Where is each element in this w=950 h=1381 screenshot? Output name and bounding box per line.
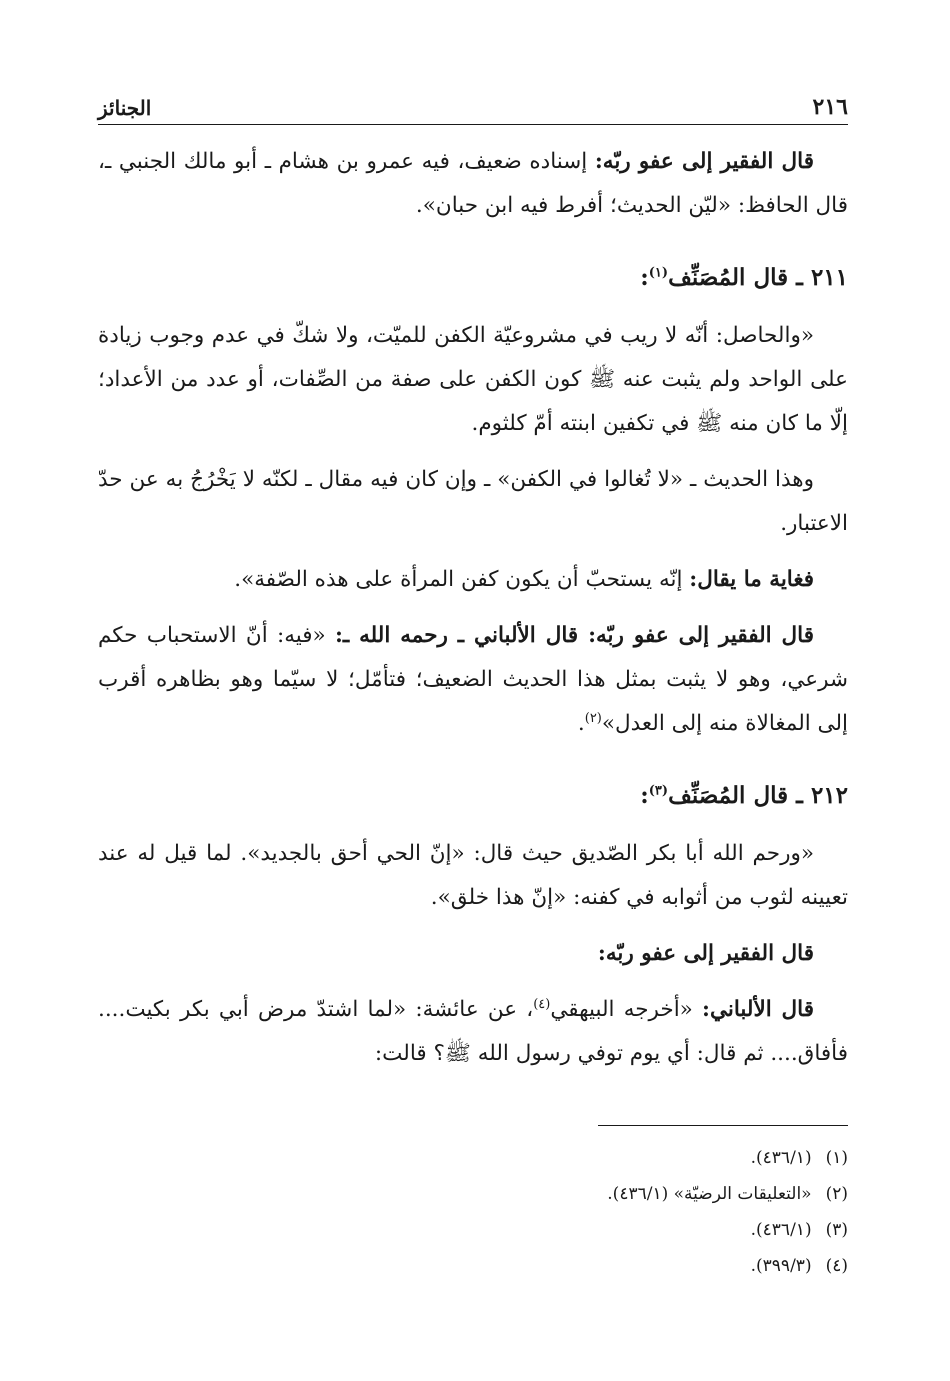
paragraph-text: ، عن عائشة: «لما اشتدّ مرض أبي بكر بكيت.... فأفاق.... ثم قال: أي يوم توفي رسول الله ﷺ؟ قالت: — [98, 997, 848, 1066]
paragraph-text: وهذا الحديث ـ «لا تُغالوا في الكفن» ـ وإن كان فيه مقال ـ لكنّه لا يَخْرُجُ به عن حدّ الاعتبار. — [98, 467, 848, 536]
footnote-item — [98, 1140, 848, 1176]
footnote-ref[interactable]: (٢) — [584, 710, 602, 726]
page-number: ٢١٦ — [812, 94, 848, 120]
footnote-text: (٣٩٩/٣). — [750, 1256, 812, 1276]
section-heading-211 — [98, 256, 848, 300]
paragraph-text: «فيه: أنّ الاستحباب حكم شرعي، وهو لا يثبت بمثل هذا الحديث الضعيف؛ فتأمّل؛ لا سيّما وهو بظاهره أقرب إلى المغالاة منه إلى العدل» — [98, 623, 848, 736]
paragraph-text: «أخرجه البيهقي — [550, 997, 703, 1022]
paragraph-text: «والحاصل: أنّه لا ريب في مشروعيّة الكفن للميّت، ولا شكّ في عدم وجوب زيادة على الواحد ولم يثبت عنه ﷺ كون الكفن على صفة من الصِّفات، أو عدد من الأعداد؛ إلّا ما كان منه ﷺ في تكفين ابنته أمّ كلثوم. — [98, 323, 848, 436]
paragraph — [98, 314, 848, 446]
book-page — [98, 0, 848, 1381]
footnote-divider — [598, 1125, 848, 1126]
footnote-text: (٤٣٦/١). — [750, 1220, 812, 1240]
paragraph-text: «ورحم الله أبا بكر الصّديق حيث قال: «إنّ الحي أحق بالجديد». لما قيل له عند تعيينه لثوب من أثوابه في كفنه: «إنّ هذا خلق». — [98, 841, 848, 910]
heading-colon: : — [640, 264, 649, 291]
paragraph-text: إسناده ضعيف، فيه عمرو بن هشام ـ أبو مالك الجنبي ـ، قال الحافظ: «ليّن الحديث؛ أفرط فيه ابن حبان». — [98, 149, 848, 218]
paragraph-lead: قال الألباني: — [702, 997, 814, 1022]
section-heading-text: ٢١١ ـ قال المُصَنِّف — [668, 264, 848, 291]
paragraph-lead: قال الفقير إلى عفو ربّه: — [594, 149, 814, 174]
paragraph — [98, 558, 848, 602]
footnote-ref[interactable]: (٤) — [533, 996, 551, 1012]
footnote-number: (١) — [825, 1148, 848, 1168]
paragraph — [98, 932, 848, 976]
section-heading-text: ٢١٢ ـ قال المُصَنِّف — [668, 782, 848, 809]
footnote-ref[interactable]: (٣) — [648, 783, 669, 799]
footnote-item — [98, 1176, 848, 1212]
footnote-ref[interactable]: (١) — [648, 265, 669, 281]
footnote-item — [98, 1212, 848, 1248]
paragraph — [98, 140, 848, 228]
paragraph-end: . — [577, 711, 585, 736]
paragraph — [98, 458, 848, 546]
footnotes — [98, 1140, 848, 1284]
footnote-text: (٤٣٦/١). — [750, 1148, 812, 1168]
paragraph — [98, 614, 848, 746]
running-title: الجنائز — [98, 96, 152, 120]
footnote-number: (٣) — [825, 1220, 848, 1240]
paragraph-lead: قال الفقير إلى عفو ربّه: — [597, 941, 814, 966]
section-heading-212 — [98, 774, 848, 818]
footnote-number: (٢) — [825, 1184, 848, 1204]
footnote-number: (٤) — [825, 1256, 848, 1276]
paragraph-lead: قال الفقير إلى عفو ربّه: قال الألباني ـ رحمه الله ـ: — [334, 623, 814, 648]
paragraph-lead: فغاية ما يقال: — [689, 567, 814, 592]
footnote-item — [98, 1248, 848, 1284]
footnote-text: «التعليقات الرضيّة» (٤٣٦/١). — [607, 1184, 812, 1204]
paragraph — [98, 832, 848, 920]
main-text — [98, 140, 848, 1088]
running-header — [98, 80, 848, 125]
heading-colon: : — [640, 782, 649, 809]
paragraph-text: إنّه يستحبّ أن يكون كفن المرأة على هذه الصّفة». — [234, 567, 690, 592]
paragraph — [98, 988, 848, 1076]
